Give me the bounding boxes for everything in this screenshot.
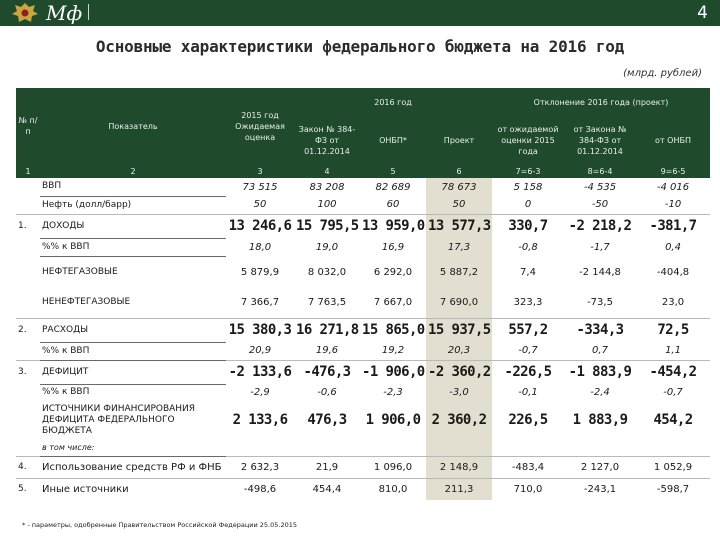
row-number bbox=[16, 196, 40, 214]
logo-divider bbox=[88, 4, 89, 20]
coat-of-arms-icon bbox=[8, 0, 42, 26]
table-row bbox=[16, 384, 710, 400]
col-header-dev-est: от ожидаемой оценки 2015 года bbox=[492, 116, 564, 164]
cell: -454,2 bbox=[636, 360, 710, 384]
row-number: 5. bbox=[16, 478, 40, 500]
budget-table bbox=[16, 88, 710, 500]
colnum: 6 bbox=[426, 164, 492, 178]
table-row bbox=[16, 360, 710, 384]
cell: -2,4 bbox=[590, 386, 610, 398]
row-label: РАСХОДЫ bbox=[40, 318, 226, 342]
table-row bbox=[16, 178, 710, 196]
row-number bbox=[16, 440, 40, 456]
cell: 5 887,2 bbox=[426, 256, 492, 288]
cell: -73,5 bbox=[587, 297, 613, 309]
cell: -0,6 bbox=[317, 386, 337, 398]
table-row bbox=[16, 440, 710, 456]
cell: 2 148,9 bbox=[426, 456, 492, 478]
cell: 15 795,5 bbox=[294, 214, 360, 238]
cell: 20,3 bbox=[426, 342, 492, 360]
row-label: Нефть (долл/барр) bbox=[42, 199, 132, 210]
row-label: Иные источники bbox=[40, 478, 226, 500]
cell: 0 bbox=[524, 199, 532, 211]
cell: -483,4 bbox=[492, 456, 564, 478]
cell: 19,0 bbox=[315, 241, 339, 253]
table-row bbox=[16, 196, 710, 214]
cell: -4 016 bbox=[656, 181, 690, 193]
colnum: 3 bbox=[226, 164, 294, 178]
cell: -0,7 bbox=[663, 386, 683, 398]
cell: 15 937,5 bbox=[426, 318, 492, 342]
cell: 13 577,3 bbox=[426, 214, 492, 238]
row-number: 4. bbox=[16, 456, 40, 478]
cell: 2 632,3 bbox=[226, 456, 294, 478]
cell: -404,8 bbox=[656, 266, 690, 278]
cell: 2 133,6 bbox=[232, 411, 288, 428]
cell: -50 bbox=[591, 199, 609, 211]
footnote: * - параметры, одобренные Правительством Российской Федерации 25.05.2015 bbox=[22, 521, 297, 529]
colnum: 9=6-5 bbox=[636, 164, 710, 178]
cell: 73 515 bbox=[242, 181, 278, 193]
row-label: ДЕФИЦИТ bbox=[40, 360, 226, 384]
cell: -1 883,9 bbox=[564, 360, 636, 384]
cell: -2 218,2 bbox=[564, 214, 636, 238]
cell: -1 906,0 bbox=[360, 360, 426, 384]
col-header-indicator: Показатель bbox=[40, 88, 226, 164]
cell: 1 096,0 bbox=[360, 456, 426, 478]
row-number bbox=[16, 178, 40, 196]
units-label: (млрд. рублей) bbox=[623, 68, 702, 79]
table-row bbox=[16, 456, 710, 478]
cell: -4 535 bbox=[583, 181, 617, 193]
cell: -0,7 bbox=[518, 345, 538, 357]
col-header-est2015: 2015 год Ожидаемая оценка bbox=[226, 88, 294, 164]
cell: 211,3 bbox=[426, 478, 492, 500]
cell: 21,9 bbox=[294, 456, 360, 478]
cell: 19,6 bbox=[315, 345, 339, 357]
table-row bbox=[16, 478, 710, 500]
cell: 1 052,9 bbox=[636, 456, 710, 478]
col-header-2016: 2016 год bbox=[294, 88, 492, 116]
cell: 16,9 bbox=[381, 241, 405, 253]
cell bbox=[226, 440, 294, 456]
table-row bbox=[16, 342, 710, 360]
row-number bbox=[16, 400, 40, 440]
col-header-project: Проект bbox=[426, 116, 492, 164]
table-row bbox=[16, 400, 710, 440]
cell: 2 127,0 bbox=[564, 456, 636, 478]
row-label: %% к ВВП bbox=[40, 238, 226, 256]
cell bbox=[492, 440, 564, 456]
row-number bbox=[16, 238, 40, 256]
cell: -0,8 bbox=[518, 241, 538, 253]
row-label: НЕФТЕГАЗОВЫЕ bbox=[42, 266, 118, 277]
cell: -10 bbox=[664, 199, 682, 211]
cell: 15 380,3 bbox=[226, 318, 294, 342]
row-label: ДОХОДЫ bbox=[40, 214, 226, 238]
table-row bbox=[16, 214, 710, 238]
cell: -3,0 bbox=[426, 384, 492, 400]
cell: -476,3 bbox=[294, 360, 360, 384]
cell: -2,3 bbox=[383, 386, 403, 398]
cell: 454,4 bbox=[294, 478, 360, 500]
cell: 454,2 bbox=[653, 411, 693, 428]
table-row bbox=[16, 318, 710, 342]
cell: 810,0 bbox=[360, 478, 426, 500]
colnum: 1 bbox=[16, 164, 40, 178]
cell: 16 271,8 bbox=[294, 318, 360, 342]
cell: 5 158 bbox=[513, 181, 543, 193]
cell: 1 906,0 bbox=[365, 411, 421, 428]
cell: -2 144,8 bbox=[579, 266, 621, 278]
row-number: 1. bbox=[16, 214, 40, 238]
cell: 15 865,0 bbox=[360, 318, 426, 342]
cell: 710,0 bbox=[492, 478, 564, 500]
colnum: 5 bbox=[360, 164, 426, 178]
col-header-dev-onbp: от ОНБП bbox=[636, 116, 710, 164]
page-number: 4 bbox=[697, 3, 708, 23]
cell: 72,5 bbox=[636, 318, 710, 342]
cell bbox=[636, 440, 710, 456]
col-header-dev-law: от Закона № 384-ФЗ от 01.12.2014 bbox=[564, 116, 636, 164]
cell: -0,1 bbox=[518, 386, 538, 398]
ministry-logo-text: Мф bbox=[46, 1, 83, 25]
cell bbox=[564, 440, 636, 456]
cell: 5 879,9 bbox=[240, 266, 280, 278]
cell: 2 360,2 bbox=[426, 400, 492, 440]
colnum: 7=6-3 bbox=[492, 164, 564, 178]
cell: 1 883,9 bbox=[572, 411, 628, 428]
table-row bbox=[16, 256, 710, 288]
cell bbox=[360, 440, 426, 456]
cell: 100 bbox=[317, 199, 337, 211]
cell: 50 bbox=[426, 196, 492, 214]
cell: 7,4 bbox=[520, 266, 536, 278]
row-label: ИСТОЧНИКИ ФИНАНСИРОВАНИЯ ДЕФИЦИТА ФЕДЕРАЛЬНОГО БЮДЖЕТА bbox=[42, 403, 196, 436]
colnum: 8=6-4 bbox=[564, 164, 636, 178]
col-header-num: № п/п bbox=[16, 88, 40, 164]
cell: 226,5 bbox=[508, 411, 548, 428]
col-header-onbp: ОНБП* bbox=[360, 116, 426, 164]
cell: -498,6 bbox=[226, 478, 294, 500]
cell bbox=[426, 440, 492, 456]
row-number bbox=[16, 384, 40, 400]
cell: 17,3 bbox=[426, 238, 492, 256]
cell: 50 bbox=[253, 199, 267, 211]
row-label: %% к ВВП bbox=[42, 386, 90, 397]
cell bbox=[294, 440, 360, 456]
cell: -2 360,2 bbox=[426, 360, 492, 384]
cell: -243,1 bbox=[564, 478, 636, 500]
cell: -381,7 bbox=[636, 214, 710, 238]
table-row bbox=[16, 238, 710, 256]
cell: 7 667,0 bbox=[373, 297, 413, 309]
cell: 6 292,0 bbox=[373, 266, 413, 278]
cell: 20,9 bbox=[248, 345, 272, 357]
cell: 60 bbox=[386, 199, 400, 211]
cell: 18,0 bbox=[248, 241, 272, 253]
row-label: НЕНЕФТЕГАЗОВЫЕ bbox=[42, 297, 131, 308]
cell: -2,9 bbox=[250, 386, 270, 398]
cell: 13 959,0 bbox=[360, 214, 426, 238]
row-number bbox=[16, 342, 40, 360]
cell: -2 133,6 bbox=[226, 360, 294, 384]
cell: 23,0 bbox=[661, 297, 685, 309]
cell: 19,2 bbox=[381, 345, 405, 357]
cell: 8 032,0 bbox=[307, 266, 347, 278]
cell: 13 246,6 bbox=[226, 214, 294, 238]
cell: 7 763,5 bbox=[307, 297, 347, 309]
col-header-law: Закон № 384-ФЗ от 01.12.2014 bbox=[294, 116, 360, 164]
row-label: Использование средств РФ и ФНБ bbox=[40, 456, 226, 478]
cell: 7 366,7 bbox=[240, 297, 280, 309]
row-number: 2. bbox=[16, 318, 40, 342]
cell: 82 689 bbox=[375, 181, 411, 193]
row-label: ВВП bbox=[40, 178, 226, 196]
table-row bbox=[16, 288, 710, 318]
cell: 0,7 bbox=[592, 345, 608, 357]
cell: 557,2 bbox=[492, 318, 564, 342]
cell: -1,7 bbox=[590, 241, 610, 253]
row-number bbox=[16, 288, 40, 318]
row-label: %% к ВВП bbox=[40, 342, 226, 360]
cell: 78 673 bbox=[426, 178, 492, 196]
row-number bbox=[16, 256, 40, 288]
cell: 476,3 bbox=[307, 411, 347, 428]
cell: 323,3 bbox=[513, 297, 543, 309]
cell: -334,3 bbox=[564, 318, 636, 342]
colnum: 4 bbox=[294, 164, 360, 178]
row-label: в том числе: bbox=[40, 440, 226, 456]
top-bar bbox=[0, 0, 720, 26]
cell: 330,7 bbox=[492, 214, 564, 238]
cell: -226,5 bbox=[492, 360, 564, 384]
cell: 83 208 bbox=[309, 181, 345, 193]
cell: -598,7 bbox=[636, 478, 710, 500]
row-number: 3. bbox=[16, 360, 40, 384]
col-header-deviation: Отклонение 2016 года (проект) bbox=[492, 88, 710, 116]
cell: 1,1 bbox=[665, 345, 681, 357]
page-title: Основные характеристики федерального бюджета на 2016 год bbox=[95, 37, 625, 56]
cell: 0,4 bbox=[665, 241, 681, 253]
cell: 7 690,0 bbox=[426, 288, 492, 318]
colnum: 2 bbox=[40, 164, 226, 178]
